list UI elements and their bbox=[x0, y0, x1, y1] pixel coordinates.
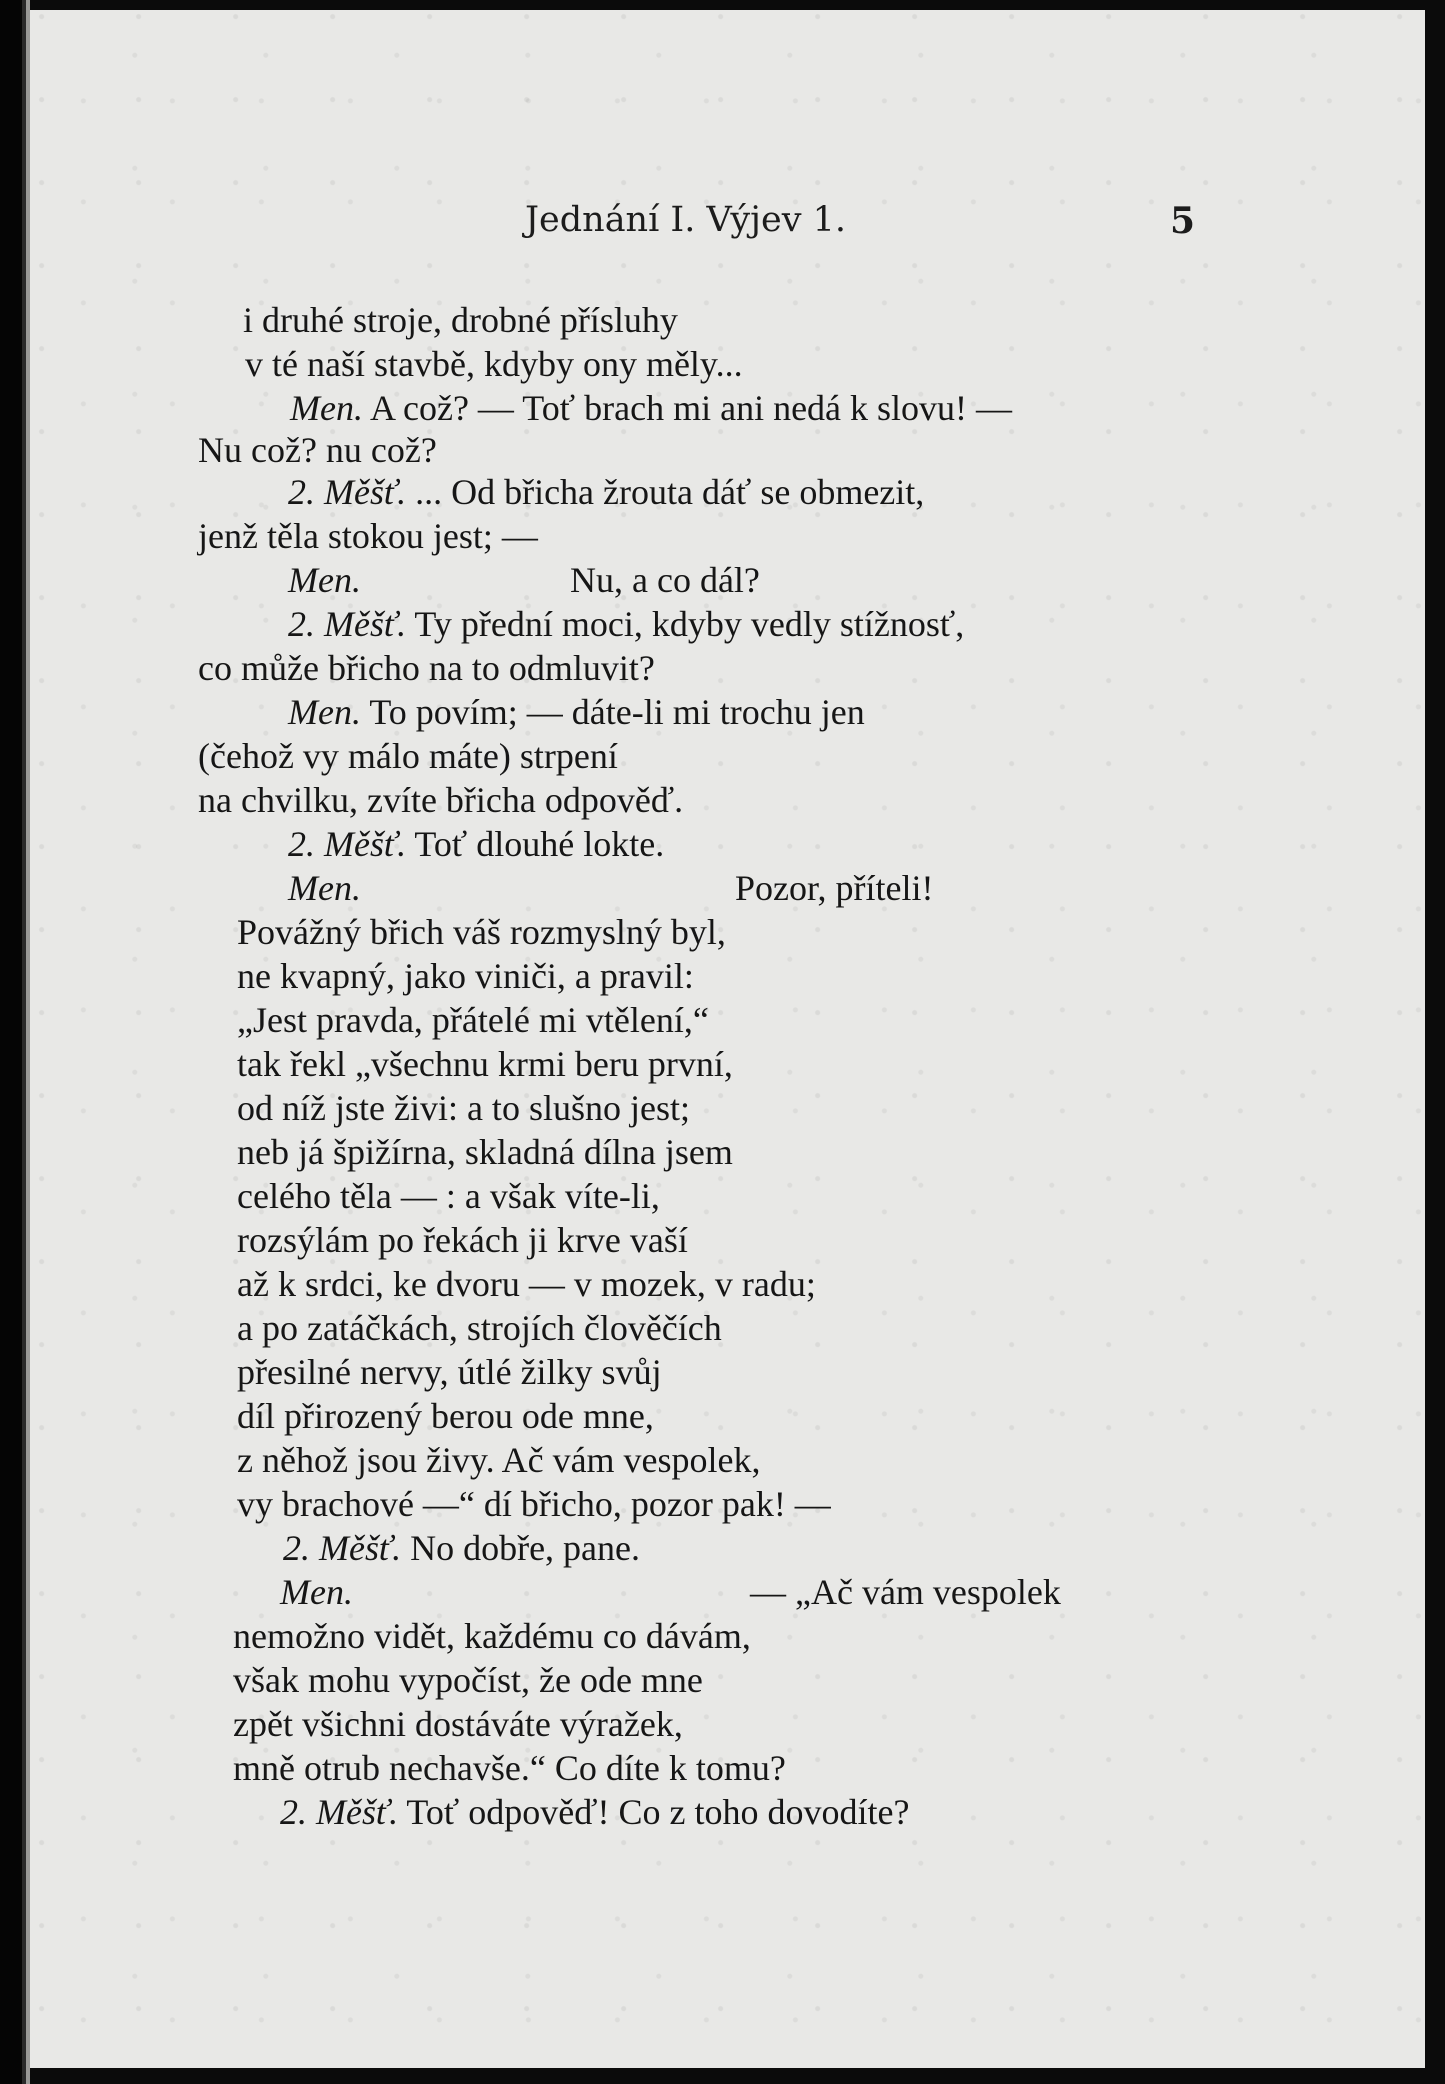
text-line bbox=[237, 1438, 761, 1482]
text-line bbox=[237, 1218, 688, 1262]
page-text bbox=[30, 10, 1425, 2068]
speaker-label: 2. Měšť. bbox=[288, 824, 407, 864]
speaker-label: Men. bbox=[280, 1572, 353, 1612]
text-line bbox=[237, 1042, 733, 1086]
line-text-right: Nu, a co dál? bbox=[570, 560, 760, 600]
text-line bbox=[233, 1658, 703, 1702]
speaker-label: Men. bbox=[290, 388, 363, 428]
line-text: ... Od břicha žrouta dáť se obmezit, bbox=[406, 472, 925, 512]
text-line bbox=[233, 1702, 683, 1746]
text-line bbox=[237, 1394, 654, 1438]
line-text: v té naší stavbě, kdyby ony měly... bbox=[245, 344, 743, 384]
line-text: mně otrub nechavše.“ Co díte k tomu? bbox=[233, 1748, 786, 1788]
line-text: díl přirozený berou ode mne, bbox=[237, 1396, 654, 1436]
text-line bbox=[237, 1350, 662, 1394]
running-head: Jednání I. Výjev 1. bbox=[525, 200, 846, 240]
line-text: „Jest pravda, přátelé mi vtělení,“ bbox=[237, 1000, 709, 1040]
speaker-label: Men. bbox=[288, 692, 361, 732]
text-line bbox=[288, 602, 964, 646]
text-line bbox=[237, 998, 709, 1042]
speaker-label: 2. Měšť. bbox=[288, 472, 407, 512]
text-line bbox=[288, 470, 924, 514]
line-text: na chvilku, zvíte břicha odpověď. bbox=[198, 780, 684, 820]
speaker-label: 2. Měšť. bbox=[283, 1528, 402, 1568]
text-line bbox=[290, 386, 1012, 430]
text-line bbox=[237, 1130, 733, 1174]
line-text: To povím; — dáte-li mi trochu jen bbox=[360, 692, 865, 732]
line-text: vy brachové —“ dí břicho, pozor pak! — bbox=[237, 1484, 831, 1524]
line-text: (čehož vy málo máte) strpení bbox=[198, 736, 618, 776]
line-text: až k srdci, ke dvoru — v mozek, v radu; bbox=[237, 1264, 816, 1304]
text-line bbox=[233, 1746, 786, 1790]
text-line bbox=[237, 1086, 690, 1130]
line-text: No dobře, pane. bbox=[401, 1528, 640, 1568]
text-line bbox=[237, 910, 726, 954]
text-line bbox=[237, 1262, 816, 1306]
line-text: Toť dlouhé lokte. bbox=[406, 824, 665, 864]
line-text: rozsýlám po řekách ji krve vaší bbox=[237, 1220, 688, 1260]
speaker-label: Men. bbox=[288, 868, 361, 908]
text-line bbox=[280, 1570, 353, 1614]
text-line bbox=[198, 734, 618, 778]
text-line bbox=[243, 298, 678, 342]
line-text-right: Pozor, příteli! bbox=[735, 868, 934, 908]
text-line bbox=[237, 1174, 660, 1218]
text-line bbox=[198, 428, 437, 472]
text-line bbox=[198, 778, 683, 822]
line-text: Ty přední moci, kdyby vedly stížnosť, bbox=[406, 604, 965, 644]
speaker-label: Men. bbox=[288, 560, 361, 600]
line-text: jenž těla stokou jest; — bbox=[198, 516, 538, 556]
text-line bbox=[245, 342, 743, 386]
text-line bbox=[288, 866, 361, 910]
text-line bbox=[283, 1526, 640, 1570]
line-text: Nu což? nu což? bbox=[198, 430, 437, 470]
line-text: A což? — Toť brach mi ani nedá k slovu! — bbox=[362, 388, 1013, 428]
text-line bbox=[233, 1614, 751, 1658]
line-text: od níž jste živi: a to slušno jest; bbox=[237, 1088, 690, 1128]
line-text: celého těla — : a však víte-li, bbox=[237, 1176, 660, 1216]
speaker-label: 2. Měšť. bbox=[280, 1792, 399, 1832]
book-page bbox=[30, 10, 1425, 2068]
line-text: přesilné nervy, útlé žilky svůj bbox=[237, 1352, 662, 1392]
line-text: tak řekl „všechnu krmi beru první, bbox=[237, 1044, 733, 1084]
line-text: neb já špižírna, skladná dílna jsem bbox=[237, 1132, 733, 1172]
line-text: z něhož jsou živy. Ač vám vespolek, bbox=[237, 1440, 761, 1480]
text-line bbox=[198, 646, 655, 690]
text-line bbox=[237, 1482, 831, 1526]
text-line bbox=[288, 690, 865, 734]
line-text: co může břicho na to odmluvit? bbox=[198, 648, 655, 688]
line-text: zpět všichni dostáváte výražek, bbox=[233, 1704, 683, 1744]
text-line bbox=[198, 514, 538, 558]
page-number: 5 bbox=[1170, 200, 1196, 242]
text-line bbox=[280, 1790, 909, 1834]
line-text: však mohu vypočíst, že ode mne bbox=[233, 1660, 703, 1700]
text-line bbox=[288, 558, 361, 602]
book-binding-edge bbox=[0, 0, 30, 2084]
text-line bbox=[288, 822, 664, 866]
line-text: i druhé stroje, drobné přísluhy bbox=[243, 300, 678, 340]
line-text: a po zatáčkách, strojích člověčích bbox=[237, 1308, 722, 1348]
speaker-label: 2. Měšť. bbox=[288, 604, 407, 644]
line-text: Toť odpověď! Co z toho dovodíte? bbox=[398, 1792, 910, 1832]
line-text: Povážný břich váš rozmyslný byl, bbox=[237, 912, 726, 952]
line-text: nemožno vidět, každému co dávám, bbox=[233, 1616, 751, 1656]
text-line bbox=[237, 1306, 722, 1350]
line-text: ne kvapný, jako viniči, a pravil: bbox=[237, 956, 694, 996]
text-line bbox=[237, 954, 694, 998]
line-text-right: — „Ač vám vespolek bbox=[750, 1572, 1061, 1612]
